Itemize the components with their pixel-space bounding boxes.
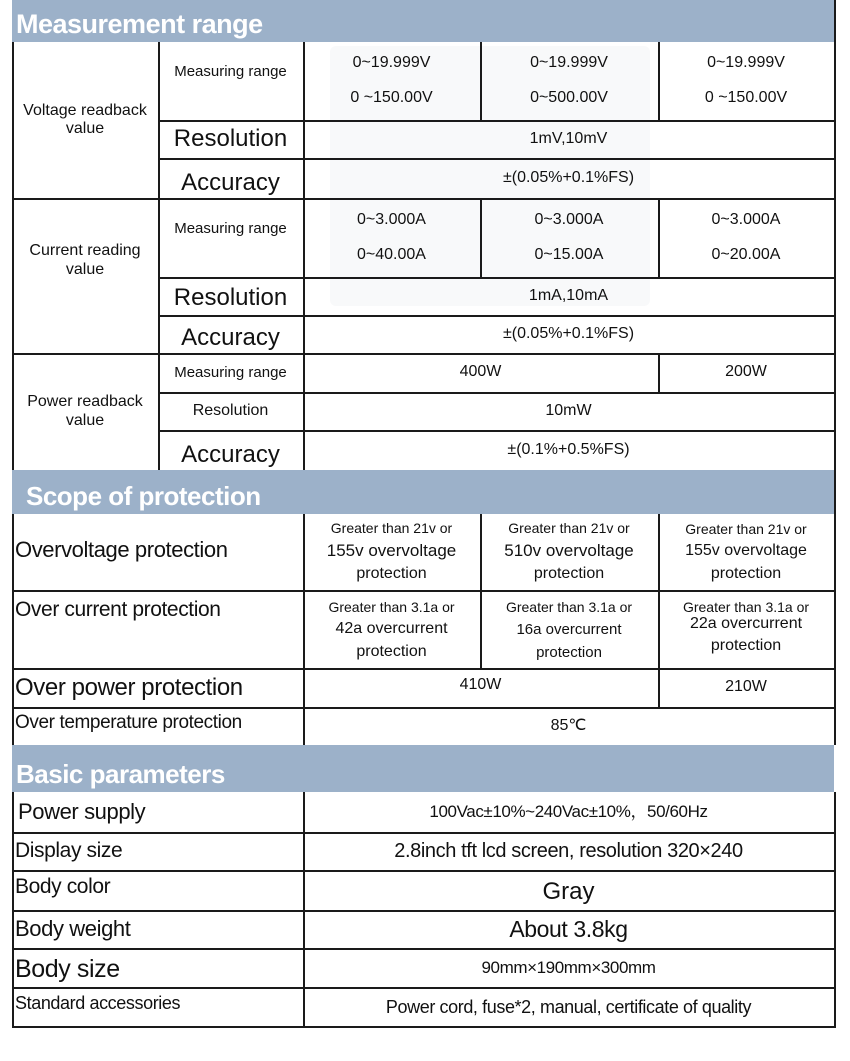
basic-value-body-weight: About 3.8kg bbox=[509, 915, 628, 942]
divider bbox=[12, 1026, 836, 1028]
voltage-group-label: Voltage readback value bbox=[23, 101, 147, 137]
current-resolution-value: 1mA,10mA bbox=[528, 286, 609, 304]
overvoltage-label: Overvoltage protection bbox=[15, 537, 228, 563]
section-header-protection bbox=[12, 470, 834, 514]
divider bbox=[12, 590, 835, 592]
line: 22a overcurrent bbox=[689, 615, 803, 633]
overcurrent-value-3 bbox=[658, 590, 834, 668]
voltage-measuring-label: Measuring range bbox=[174, 63, 287, 81]
current-accuracy-label: Accuracy bbox=[181, 324, 280, 352]
basic-value-display-size: 2.8inch tft lcd screen, resolution 320×240 bbox=[394, 839, 743, 862]
voltage-accuracy-label: Accuracy bbox=[181, 169, 280, 197]
current-accuracy-value: ±(0.05%+0.1%FS) bbox=[502, 324, 635, 342]
line: Greater than 3.1a or bbox=[505, 598, 633, 615]
power-accuracy-value: ±(0.1%+0.5%FS) bbox=[507, 440, 630, 458]
divider bbox=[158, 42, 160, 470]
power-resolution-label: Resolution bbox=[192, 401, 269, 419]
line: 42a overcurrent bbox=[335, 619, 448, 637]
divider bbox=[12, 948, 835, 950]
line: 155v overvoltage bbox=[685, 541, 807, 559]
divider bbox=[12, 987, 835, 989]
voltage-range-2 bbox=[480, 42, 658, 120]
divider bbox=[12, 668, 835, 670]
line: Greater than 3.1a or bbox=[682, 599, 810, 615]
divider bbox=[480, 198, 482, 277]
range-high: 0~20.00A bbox=[711, 246, 781, 264]
basic-label-body-weight: Body weight bbox=[15, 916, 131, 942]
line: 155v overvoltage bbox=[326, 541, 457, 561]
basic-label-power-supply: Power supply bbox=[18, 799, 146, 825]
divider bbox=[12, 198, 835, 200]
line: protection bbox=[710, 565, 782, 583]
divider bbox=[658, 353, 660, 392]
basic-value-body-color: Gray bbox=[542, 878, 595, 906]
range-high: 0~15.00A bbox=[534, 246, 604, 264]
line: protection bbox=[356, 643, 427, 661]
power-range-1: 400W bbox=[459, 363, 502, 381]
divider bbox=[12, 514, 14, 745]
basic-label-body-color: Body color bbox=[15, 874, 111, 898]
voltage-range-3 bbox=[658, 42, 834, 120]
overpower-value-1: 410W bbox=[459, 676, 502, 694]
current-range-3 bbox=[658, 198, 834, 277]
voltage-accuracy-value: ±(0.05%+0.1%FS) bbox=[502, 168, 635, 186]
range-high: 0 ~150.00V bbox=[350, 89, 433, 107]
overvoltage-value-2 bbox=[480, 514, 658, 590]
line: Greater than 3.1a or bbox=[328, 598, 455, 615]
power-measuring-label: Measuring range bbox=[174, 363, 287, 381]
divider bbox=[480, 42, 482, 120]
overtemp-label: Over temperature protection bbox=[15, 712, 242, 734]
divider bbox=[12, 707, 835, 709]
current-resolution-label: Resolution bbox=[173, 284, 288, 312]
power-resolution-value: 10mW bbox=[545, 401, 592, 419]
divider bbox=[658, 198, 660, 277]
divider bbox=[12, 870, 835, 872]
overvoltage-value-3 bbox=[658, 514, 834, 590]
line: protection bbox=[710, 636, 782, 654]
divider bbox=[158, 392, 835, 394]
overpower-value-2: 210W bbox=[725, 678, 767, 696]
line: protection bbox=[356, 565, 427, 583]
line: Greater than 21v or bbox=[330, 520, 453, 537]
range-low: 0~3.000A bbox=[534, 210, 604, 228]
section-header-basic bbox=[12, 745, 834, 792]
basic-value-power-supply: 100Vac±10%~240Vac±10%，50/60Hz bbox=[429, 802, 708, 822]
line: 16a overcurrent bbox=[516, 620, 622, 638]
voltage-range-1 bbox=[303, 42, 480, 120]
basic-value-body-size: 90mm×190mm×300mm bbox=[481, 957, 656, 977]
overcurrent-value-1 bbox=[303, 590, 480, 668]
voltage-resolution-label: Resolution bbox=[173, 125, 288, 153]
overpower-label: Over power protection bbox=[15, 673, 243, 701]
overcurrent-value-2 bbox=[480, 590, 658, 668]
divider bbox=[303, 42, 305, 470]
overtemp-value: 85℃ bbox=[550, 716, 587, 734]
section-title: Basic parameters bbox=[16, 759, 225, 789]
range-low: 0~19.999V bbox=[352, 54, 431, 72]
line: protection bbox=[536, 643, 602, 661]
power-accuracy-label: Accuracy bbox=[181, 441, 280, 469]
basic-value-accessories: Power cord, fuse*2, manual, certificate of quality bbox=[385, 996, 752, 1017]
divider bbox=[158, 430, 835, 432]
divider bbox=[158, 120, 835, 122]
basic-label-body-size: Body size bbox=[15, 955, 120, 984]
range-low: 0~19.999V bbox=[530, 54, 608, 72]
overcurrent-label: Over current protection bbox=[15, 597, 221, 621]
divider bbox=[834, 470, 836, 745]
range-low: 0~3.000A bbox=[711, 210, 781, 228]
divider bbox=[834, 0, 836, 470]
line: protection bbox=[533, 565, 605, 583]
current-range-1 bbox=[303, 198, 480, 277]
divider bbox=[12, 42, 14, 470]
range-high: 0 ~150.00V bbox=[704, 89, 788, 107]
line: Greater than 21v or bbox=[508, 520, 630, 537]
power-group-label: Power readback value bbox=[27, 393, 143, 429]
range-high: 0~40.00A bbox=[357, 246, 426, 264]
overvoltage-value-1 bbox=[303, 514, 480, 590]
divider bbox=[12, 832, 835, 834]
basic-label-display-size: Display size bbox=[15, 838, 123, 862]
divider bbox=[12, 353, 835, 355]
power-range-2: 200W bbox=[725, 363, 767, 381]
range-low: 0~3.000A bbox=[357, 210, 426, 228]
line: Greater than 21v or bbox=[685, 520, 807, 537]
voltage-resolution-value: 1mV,10mV bbox=[529, 129, 608, 147]
range-low: 0~19.999V bbox=[707, 54, 785, 72]
section-title: Measurement range bbox=[16, 9, 263, 39]
basic-label-accessories: Standard accessories bbox=[15, 992, 181, 1013]
line: 510v overvoltage bbox=[504, 541, 634, 561]
current-range-2 bbox=[480, 198, 658, 277]
current-group-label: Current reading value bbox=[29, 242, 141, 278]
section-title: Scope of protection bbox=[26, 481, 261, 511]
divider bbox=[158, 315, 835, 317]
divider bbox=[658, 42, 660, 120]
divider bbox=[158, 158, 835, 160]
divider bbox=[12, 910, 835, 912]
divider bbox=[158, 277, 835, 279]
current-measuring-label: Measuring range bbox=[174, 220, 287, 238]
section-header-measurement bbox=[12, 0, 834, 42]
divider bbox=[303, 514, 305, 745]
divider bbox=[658, 514, 660, 707]
range-high: 0~500.00V bbox=[530, 89, 608, 107]
